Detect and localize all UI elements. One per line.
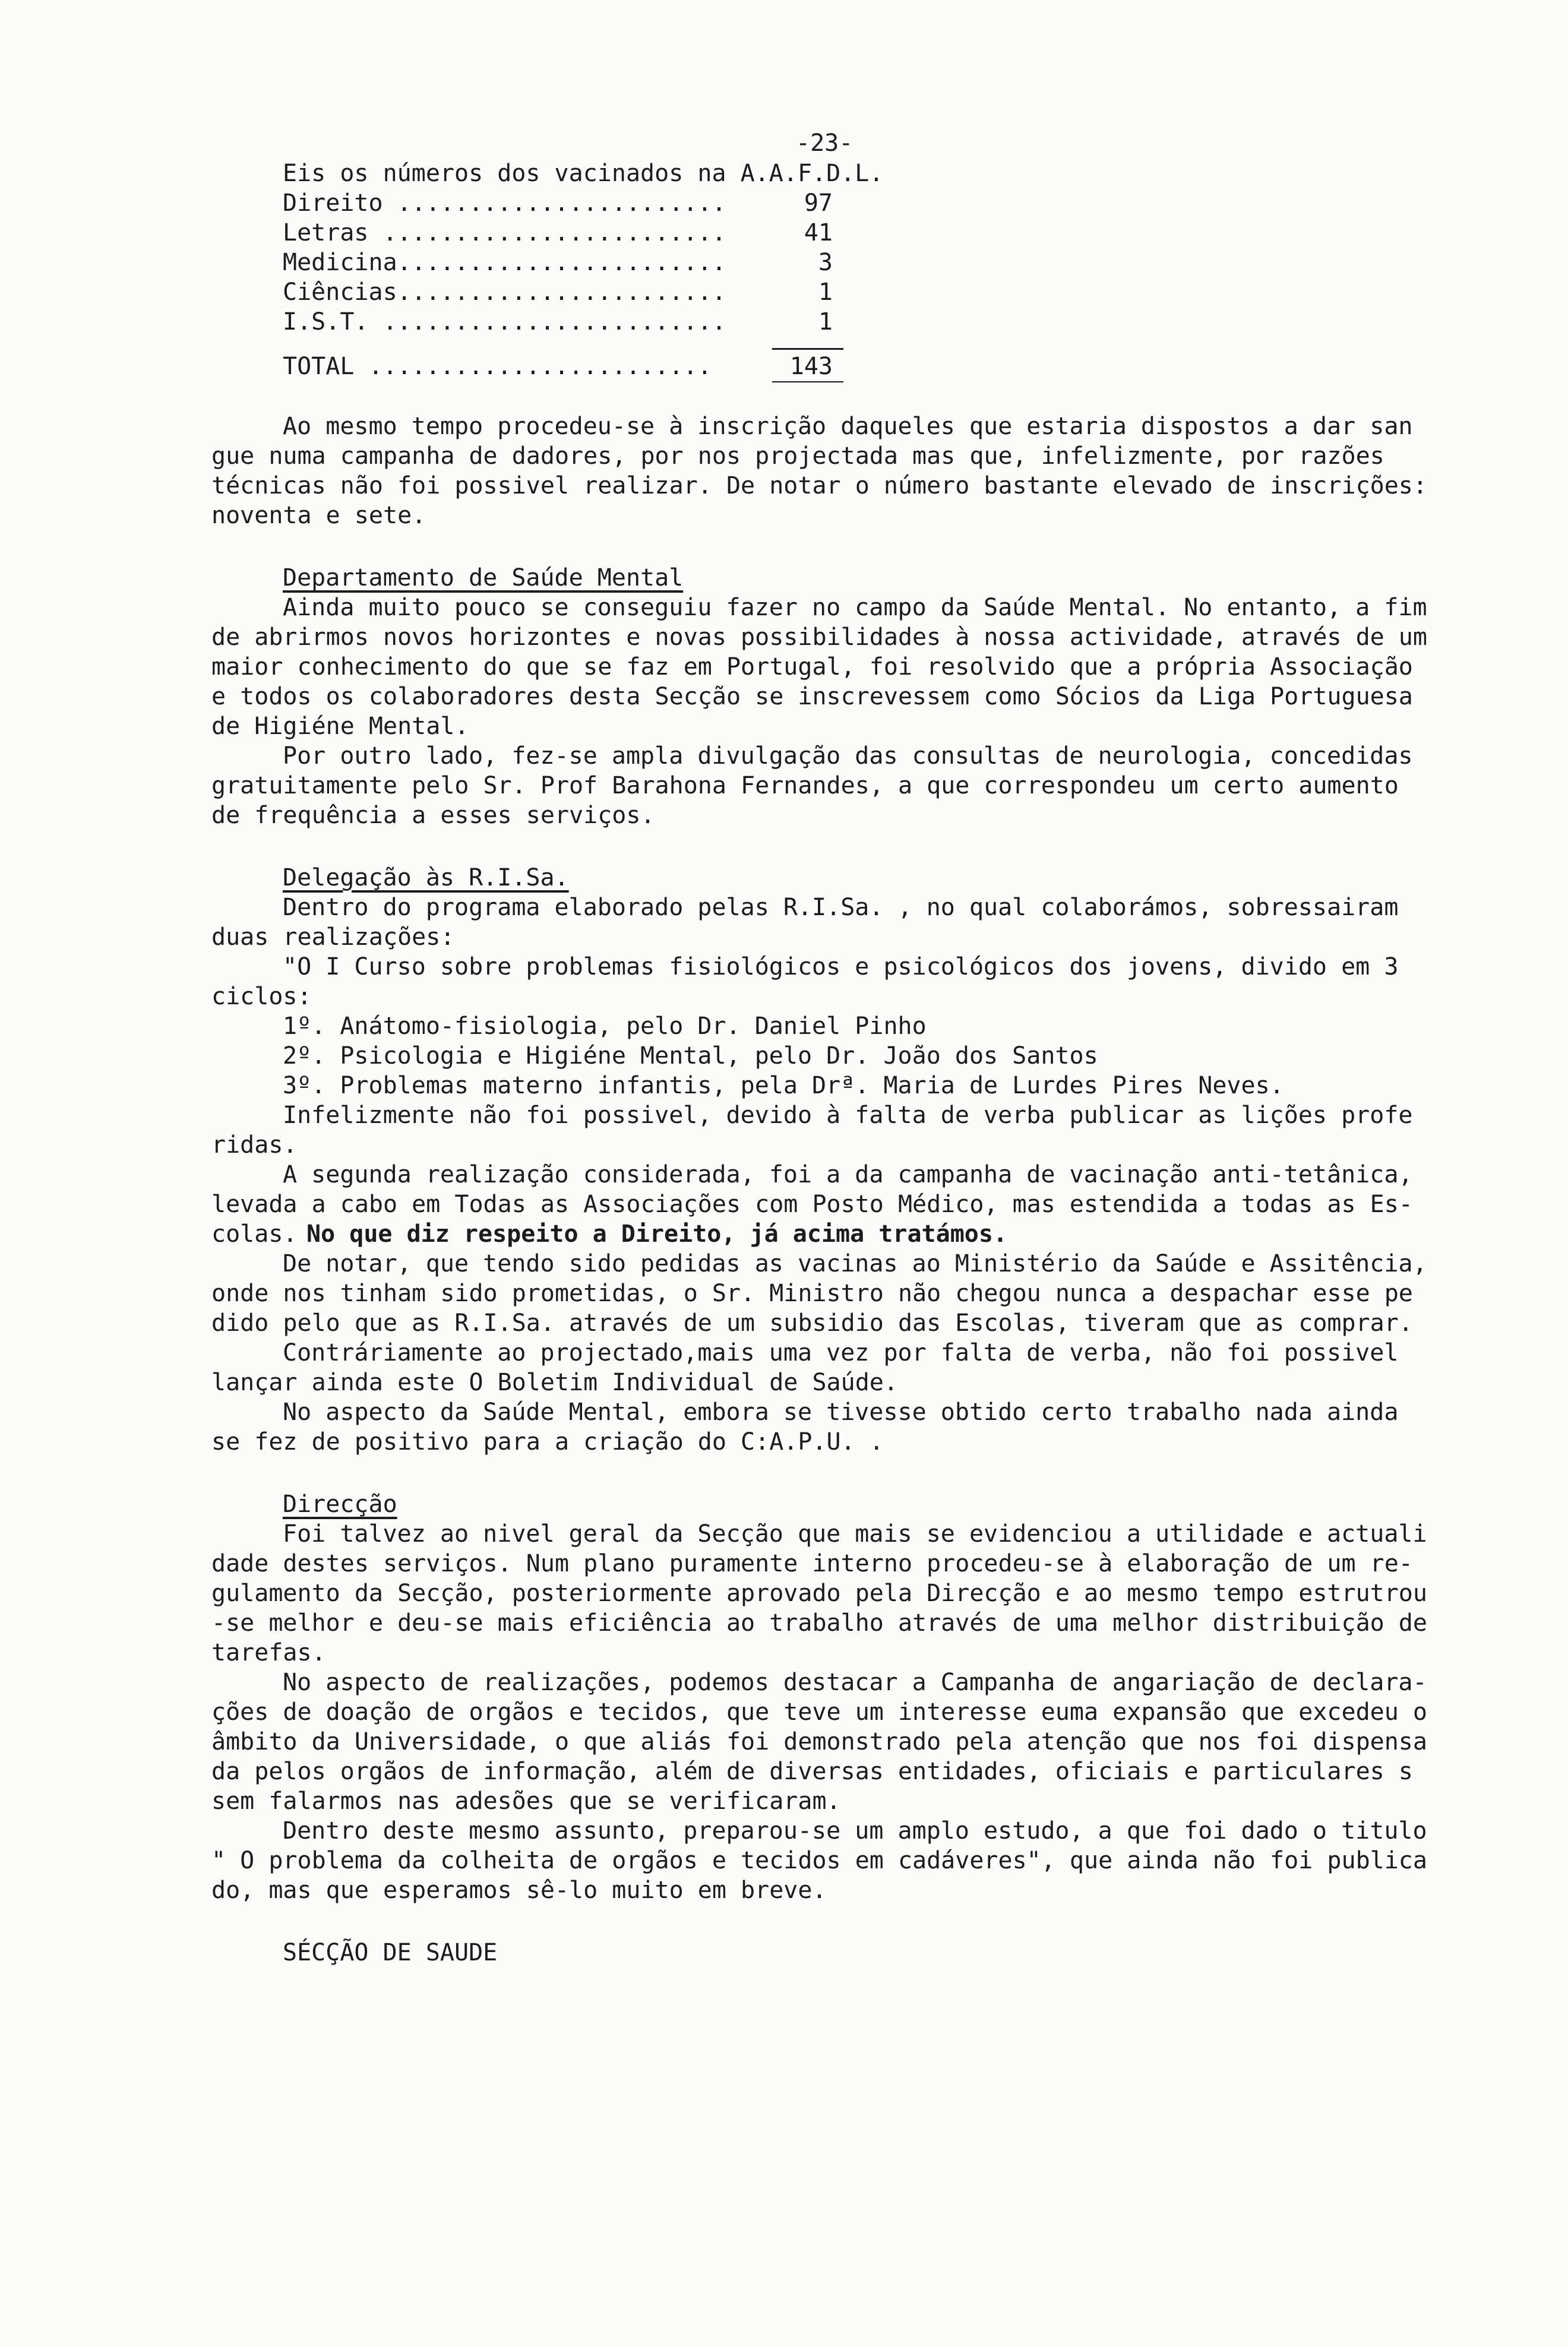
signature-line: SÉCÇÃO DE SAUDE	[283, 1939, 498, 1966]
text-line: ciclos:	[211, 983, 312, 1010]
text-line: Foi talvez ao nivel geral da Secção que mais se evidenciou a utilidade e actuali	[283, 1520, 1427, 1548]
text-line: tarefas.	[211, 1639, 326, 1666]
text-line: ções de doação de orgãos e tecidos, que teve um interesse euma expansão que excedeu o	[211, 1698, 1427, 1726]
text-line: técnicas não foi possivel realizar. De notar o número bastante elevado de inscrições:	[211, 472, 1427, 499]
text-line: maior conhecimento do que se faz em Portugal, foi resolvido que a própria Associação	[211, 653, 1413, 681]
text-line: âmbito da Universidade, o que aliás foi demonstrado pela atenção que nos foi dispensa	[211, 1728, 1427, 1755]
text-line: De notar, que tendo sido pedidas as vacinas ao Ministério da Saúde e Assitência,	[283, 1250, 1427, 1277]
section-heading: Delegação às R.I.Sa.	[283, 864, 569, 891]
table-row-value: 41	[804, 219, 833, 246]
total-rule	[772, 348, 843, 350]
text-line: noventa e sete.	[211, 502, 426, 529]
table-row-value: 1	[818, 279, 833, 306]
text-line: "O I Curso sobre problemas fisiológicos e psicológicos dos jovens, divido em 3	[283, 953, 1399, 980]
text-line: No aspecto da Saúde Mental, embora se tivesse obtido certo trabalho nada ainda	[283, 1399, 1399, 1426]
table-row-value: 1	[818, 308, 833, 336]
text-line: gratuitamente pelo Sr. Prof Barahona Fernandes, a que correspondeu um certo aumento	[211, 772, 1399, 799]
table-row-label: I.S.T. ........................	[283, 308, 726, 336]
list-item: 1º. Anátomo-fisiologia, pelo Dr. Daniel Pinho	[283, 1013, 927, 1040]
text-line: Ao mesmo tempo procedeu-se à inscrição daqueles que estaria dispostos a dar san	[283, 413, 1413, 440]
text-line: onde nos tinham sido prometidas, o Sr. Ministro não chegou nunca a despachar esse pe	[211, 1280, 1413, 1307]
text-line: colas.	[211, 1220, 298, 1248]
text-line: dido pelo que as R.I.Sa. através de um subsidio das Escolas, tiveram que as comprar.	[211, 1309, 1413, 1337]
text-line: sem falarmos nas adesões que se verificaram.	[211, 1788, 841, 1815]
section-heading: Departamento de Saúde Mental	[283, 564, 684, 592]
text-line: se fez de positivo para a criação do C:A.P.U. .	[211, 1428, 884, 1456]
text-line: A segunda realização considerada, foi a da campanha de vacinação anti-tetânica,	[283, 1161, 1413, 1188]
text-line: gue numa campanha de dadores, por nos projectada mas que, infelizmente, por razões	[211, 442, 1384, 470]
text-line: do, mas que esperamos sê-lo muito em breve.	[211, 1877, 827, 1904]
text-line: ridas.	[211, 1131, 298, 1159]
table-row-label: Direito .......................	[283, 189, 726, 217]
text-line: levada a cabo em Todas as Associações com Posto Médico, mas estendida a todas as Es-	[211, 1191, 1413, 1218]
text-line: de abrirmos novos horizontes e novas possibilidades à nossa actividade, através de um	[211, 624, 1427, 651]
text-line: No aspecto de realizações, podemos destacar a Campanha de angariação de declara-	[283, 1669, 1427, 1696]
text-line: Dentro deste mesmo assunto, preparou-se um amplo estudo, a que foi dado o titulo	[283, 1817, 1427, 1845]
text-line: " O problema da colheita de orgãos e tecidos em cadáveres", que ainda não foi publica	[211, 1847, 1427, 1874]
text-line: Ainda muito pouco se conseguiu fazer no campo da Saúde Mental. No entanto, a fim	[283, 594, 1427, 621]
text-line: gulamento da Secção, posteriormente aprovado pela Direcção e ao mesmo tempo estrutrou	[211, 1580, 1427, 1607]
text-line: dade destes serviços. Num plano puramente interno procedeu-se à elaboração de um re-	[211, 1550, 1413, 1577]
text-line-bold: No que diz respeito a Direito, já acima tratámos.	[306, 1220, 1008, 1248]
section-heading: Direcção	[283, 1491, 397, 1518]
text-line: Dentro do programa elaborado pelas R.I.Sa. , no qual colaborámos, sobressairam	[283, 894, 1399, 921]
text-line: Contráriamente ao projectado,mais uma vez por falta de verba, não foi possivel	[283, 1339, 1399, 1367]
text-line: duas realizações:	[211, 923, 455, 951]
text-line: -se melhor e deu-se mais eficiência ao trabalho através de uma melhor distribuição de	[211, 1609, 1427, 1637]
text-line: e todos os colaboradores desta Secção se inscrevessem como Sócios da Liga Portuguesa	[211, 683, 1413, 710]
table-row-label: Ciências.......................	[283, 279, 726, 306]
list-item: 3º. Problemas materno infantis, pela Drª. Maria de Lurdes Pires Neves.	[283, 1072, 1284, 1099]
table-row-label: Letras ........................	[283, 219, 726, 246]
list-item: 2º. Psicologia e Higiéne Mental, pelo Dr. João dos Santos	[283, 1042, 1098, 1070]
table-row-label: Medicina.......................	[283, 249, 726, 276]
total-underline	[772, 381, 843, 382]
text-line: de Higiéne Mental.	[211, 713, 469, 740]
vaccination-intro: Eis os números dos vacinados na A.A.F.D.L.	[283, 160, 884, 187]
page-number: -23-	[796, 129, 853, 157]
total-label: TOTAL ........................	[283, 353, 712, 380]
text-line: de frequência a esses serviços.	[211, 802, 655, 829]
text-line: Infelizmente não foi possivel, devido à falta de verba publicar as lições profe	[283, 1102, 1413, 1129]
table-row-value: 97	[804, 189, 833, 217]
text-line: lançar ainda este O Boletim Individual de Saúde.	[211, 1369, 898, 1396]
text-line: Por outro lado, fez-se ampla divulgação das consultas de neurologia, concedidas	[283, 742, 1413, 770]
text-line: da pelos orgãos de informação, além de diversas entidades, oficiais e particulares s	[211, 1758, 1413, 1785]
total-value: 143	[789, 353, 833, 380]
table-row-value: 3	[818, 249, 833, 276]
